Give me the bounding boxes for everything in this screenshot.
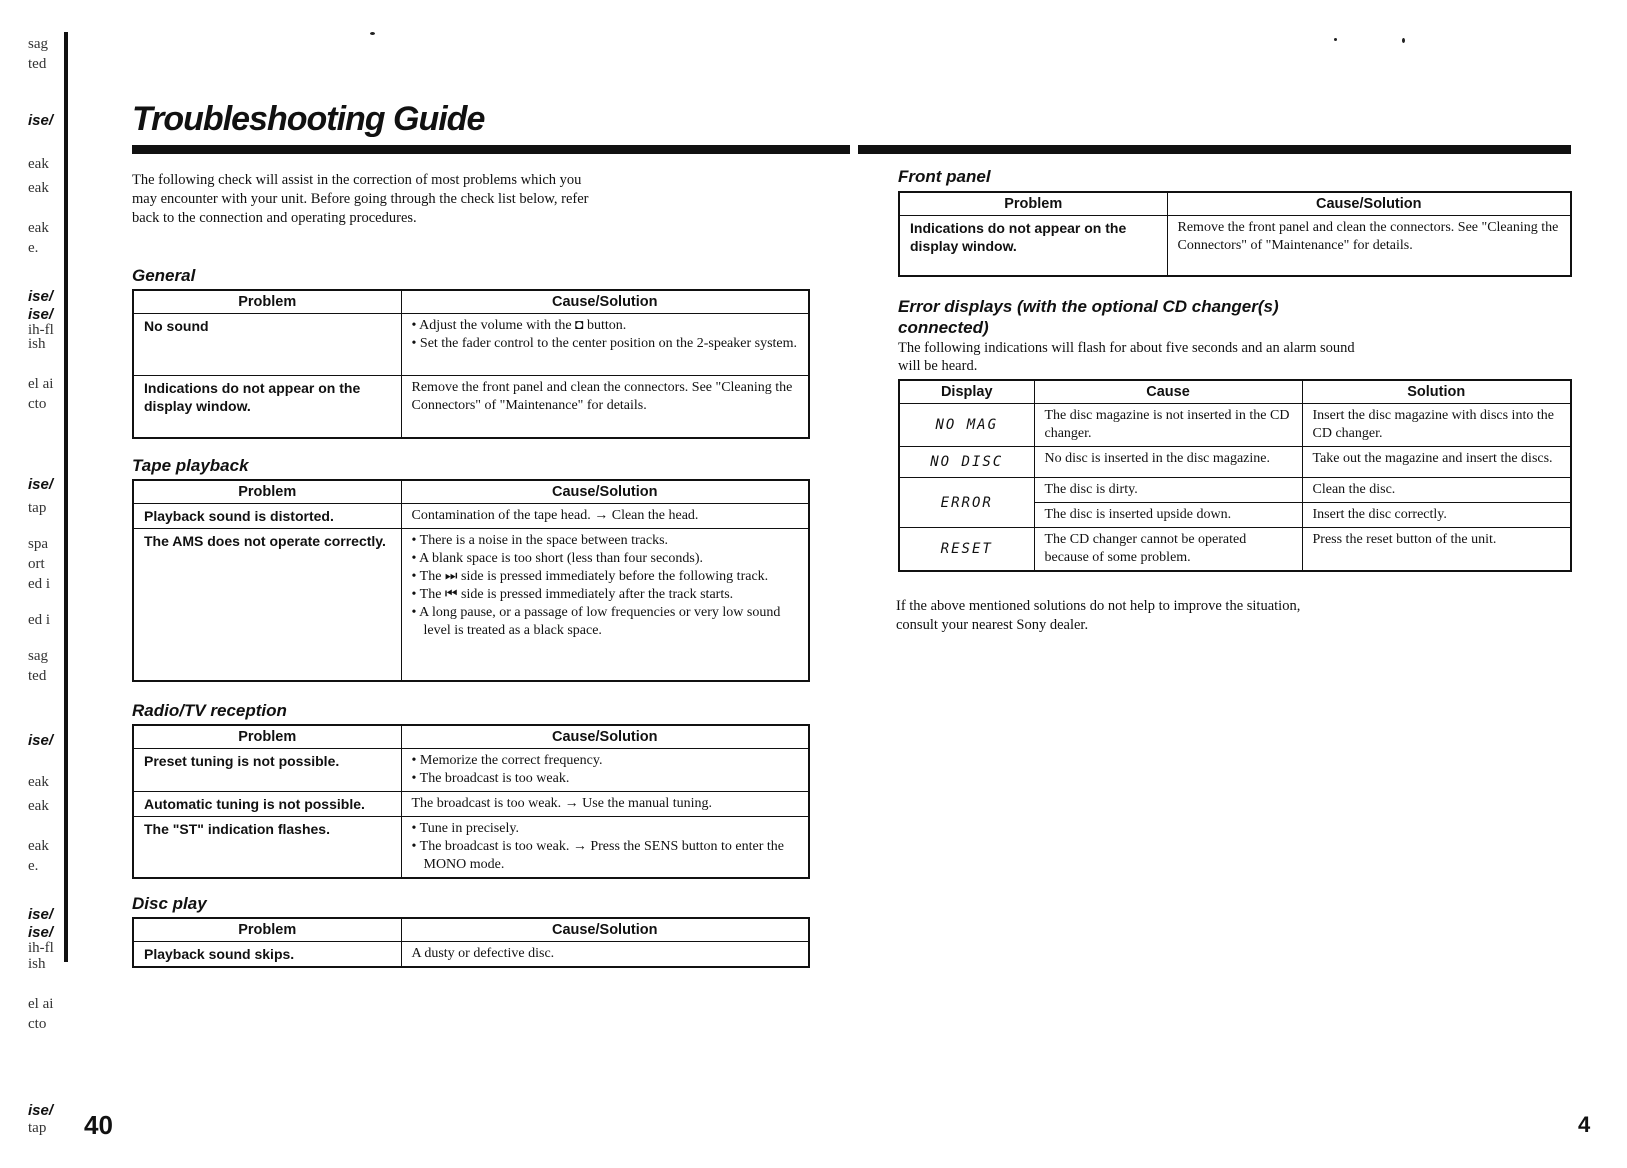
table-row <box>899 404 1571 447</box>
section-heading-tape-playback: Tape playback <box>132 456 249 475</box>
cause-cell: The CD changer cannot be operated because of some problem. <box>1034 528 1302 572</box>
problem-cell: The AMS does not operate correctly. <box>133 529 401 681</box>
column-header-problem: Problem <box>133 725 401 749</box>
column-header-problem: Problem <box>133 918 401 942</box>
solution-cell <box>401 817 809 879</box>
margin-fragment: cto <box>28 1016 47 1032</box>
display-readout: NO MAG <box>899 404 1034 447</box>
margin-fragment: ise/ <box>28 476 54 493</box>
display-readout: RESET <box>899 528 1034 572</box>
column-header-cause: Cause <box>1034 380 1302 404</box>
cause-cell: The disc is inserted upside down. <box>1034 503 1302 528</box>
margin-fragment: eak <box>28 220 49 236</box>
margin-fragment: eak <box>28 798 49 814</box>
solution-item: • Set the fader control to the center position on the 2-speaker system. <box>412 335 799 353</box>
margin-fragment: ise/ <box>28 924 54 941</box>
column-header-cause-solution: Cause/Solution <box>401 290 809 314</box>
margin-fragment: ish <box>28 336 46 352</box>
margin-fragment: sag <box>28 648 48 664</box>
table-row <box>133 792 809 817</box>
intro-paragraph: The following check will assist in the correction of most problems which you may encounter with your unit. Before going through the check list below, refer back to the connection and operating procedures. <box>132 172 589 226</box>
dealer-note: If the above mentioned solutions do not help to improve the situation, consult your nearest Sony dealer. <box>896 598 1301 633</box>
margin-fragment: tap <box>28 500 47 516</box>
column-header-problem: Problem <box>133 480 401 504</box>
table-radio-tv <box>132 724 810 879</box>
title-rule <box>132 145 850 154</box>
margin-fragment: el ai <box>28 376 54 392</box>
table-row <box>133 942 809 968</box>
margin-fragment: ise/ <box>28 906 54 923</box>
solution-item: • Adjust the volume with the ◘ button. <box>412 317 799 335</box>
solution-item: • A blank space is too short (less than four seconds). <box>412 550 799 568</box>
section-heading-radio-tv: Radio/TV reception <box>132 701 287 720</box>
margin-fragment: ish <box>28 956 46 972</box>
solution-cell: Insert the disc magazine with discs into the CD changer. <box>1302 404 1571 447</box>
solution-item: • Memorize the correct frequency. <box>412 752 799 770</box>
problem-cell: No sound <box>133 314 401 376</box>
margin-fragment: eak <box>28 774 49 790</box>
scan-speck <box>1334 38 1337 41</box>
margin-fragment: ort <box>28 556 45 572</box>
margin-fragment: e. <box>28 240 39 256</box>
section-heading-error-displays: Error displays (with the optional CD changer(s) connected) <box>898 297 1279 337</box>
margin-fragment: eak <box>28 156 49 172</box>
scan-speck <box>370 32 375 35</box>
display-readout: NO DISC <box>899 447 1034 478</box>
margin-fragment: ed i <box>28 612 51 628</box>
table-row <box>133 376 809 438</box>
problem-cell: Automatic tuning is not possible. <box>133 792 401 817</box>
solution-cell: Remove the front panel and clean the connectors. See "Cleaning the Connectors" of "Maintenance" for details. <box>401 376 809 438</box>
table-row <box>133 817 809 879</box>
margin-fragment: ise/ <box>28 288 54 305</box>
table-row <box>899 447 1571 478</box>
margin-fragment: spa <box>28 536 48 552</box>
problem-cell: The "ST" indication flashes. <box>133 817 401 879</box>
section-heading-general: General <box>132 266 196 285</box>
problem-cell: Indications do not appear on the display window. <box>899 216 1167 276</box>
error-displays-intro: The following indications will flash for about five seconds and an alarm sound will be heard. <box>898 340 1355 374</box>
margin-fragment: sag <box>28 36 48 52</box>
problem-cell: Playback sound is distorted. <box>133 504 401 529</box>
corner-mark: 4 <box>1578 1112 1591 1137</box>
problem-cell: Preset tuning is not possible. <box>133 749 401 792</box>
column-header-cause-solution: Cause/Solution <box>401 725 809 749</box>
solution-cell <box>401 529 809 681</box>
table-error-displays <box>898 379 1572 572</box>
cause-cell: No disc is inserted in the disc magazine. <box>1034 447 1302 478</box>
solution-item: • The ⏭ side is pressed immediately before the following track. <box>412 568 799 586</box>
table-disc-play <box>132 917 810 968</box>
table-row <box>899 528 1571 572</box>
solution-cell: The broadcast is too weak. → Use the manual tuning. <box>401 792 809 817</box>
margin-fragment: ted <box>28 668 47 684</box>
margin-fragment: ed i <box>28 576 51 592</box>
solution-cell <box>401 749 809 792</box>
solution-cell: Insert the disc correctly. <box>1302 503 1571 528</box>
cause-cell: The disc magazine is not inserted in the CD changer. <box>1034 404 1302 447</box>
solution-item: • A long pause, or a passage of low frequencies or very low sound level is treated as a black space. <box>412 604 799 640</box>
column-header-cause-solution: Cause/Solution <box>401 480 809 504</box>
solution-cell <box>401 314 809 376</box>
table-row <box>133 749 809 792</box>
table-tape-playback <box>132 479 810 682</box>
solution-cell: Press the reset button of the unit. <box>1302 528 1571 572</box>
problem-cell: Indications do not appear on the display window. <box>133 376 401 438</box>
table-row <box>133 529 809 681</box>
margin-fragment: eak <box>28 838 49 854</box>
scan-speck <box>1402 38 1405 43</box>
solution-cell: Remove the front panel and clean the connectors. See "Cleaning the Connectors" of "Maintenance" for details. <box>1167 216 1571 276</box>
table-row <box>133 314 809 376</box>
solution-item: • The broadcast is too weak. <box>412 770 799 788</box>
column-header-problem: Problem <box>133 290 401 314</box>
margin-fragment: ih-fl <box>28 940 54 956</box>
margin-fragment: ise/ <box>28 1102 54 1119</box>
table-general <box>132 289 810 439</box>
margin-fragment: eak <box>28 180 49 196</box>
margin-fragment: ise/ <box>28 732 54 749</box>
margin-fragment: e. <box>28 858 39 874</box>
solution-item: • Tune in precisely. <box>412 820 799 838</box>
solution-item: • There is a noise in the space between tracks. <box>412 532 799 550</box>
table-row <box>899 216 1571 276</box>
margin-fragment: ih-fl <box>28 322 54 338</box>
column-header-solution: Solution <box>1302 380 1571 404</box>
problem-cell: Playback sound skips. <box>133 942 401 968</box>
solution-cell: Contamination of the tape head. → Clean the head. <box>401 504 809 529</box>
title-rule <box>858 145 1571 154</box>
margin-rule <box>64 32 68 962</box>
column-header-display: Display <box>899 380 1034 404</box>
solution-cell: Clean the disc. <box>1302 478 1571 503</box>
margin-fragment: ise/ <box>28 112 54 129</box>
margin-fragment: ise/ <box>28 306 54 323</box>
solution-item: • The broadcast is too weak. → Press the SENS button to enter the MONO mode. <box>412 838 799 874</box>
page-title: Troubleshooting Guide <box>132 100 485 138</box>
margin-fragment: cto <box>28 396 47 412</box>
column-header-cause-solution: Cause/Solution <box>401 918 809 942</box>
cause-cell: The disc is dirty. <box>1034 478 1302 503</box>
solution-cell: Take out the magazine and insert the discs. <box>1302 447 1571 478</box>
page-number: 40 <box>84 1110 113 1140</box>
column-header-problem: Problem <box>899 192 1167 216</box>
solution-item: • The ⏮ side is pressed immediately after the track starts. <box>412 586 799 604</box>
margin-fragment: ted <box>28 56 47 72</box>
margin-fragment: tap <box>28 1120 47 1136</box>
column-header-cause-solution: Cause/Solution <box>1167 192 1571 216</box>
table-row <box>899 478 1571 503</box>
table-row <box>133 504 809 529</box>
display-readout: ERROR <box>899 478 1034 528</box>
solution-cell: A dusty or defective disc. <box>401 942 809 968</box>
section-heading-front-panel: Front panel <box>898 167 991 186</box>
margin-fragment: el ai <box>28 996 54 1012</box>
section-heading-disc-play: Disc play <box>132 894 207 913</box>
table-front-panel <box>898 191 1572 277</box>
